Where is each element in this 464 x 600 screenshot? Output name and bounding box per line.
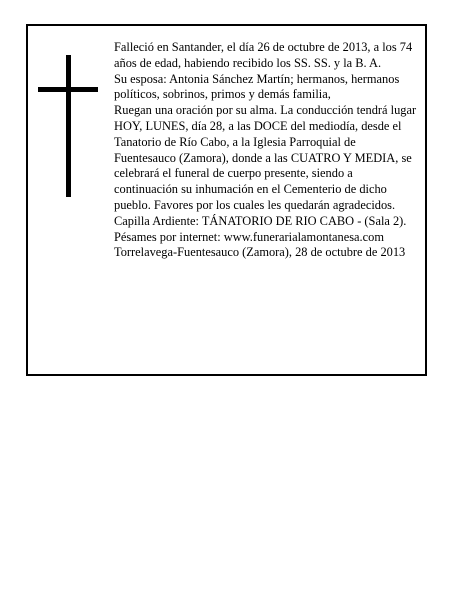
death-announcement: Falleció en Santander, el día 26 de octubre de 2013, a los 74 años de edad, habiendo recibido los SS. SS. y la B. A. (114, 40, 413, 70)
condolences-website: Pésames por internet: www.funerarialamontanesa.com (114, 229, 384, 244)
cross-icon (38, 55, 98, 197)
cross-vertical-bar (66, 55, 71, 197)
place-and-date: Torrelavega-Fuentesauco (Zamora), 28 de octubre de 2013 (114, 245, 406, 260)
obituary-notice (26, 24, 427, 376)
funeral-details: Ruegan una oración por su alma. La conducción tendrá lugar HOY, LUNES, día 28, a las DOCE del mediodía, desde el Tanatorio de Río Cabo, a la Iglesia Parroquial de Fuentesauco (Zamora), donde a las CUATRO Y MEDIA, se celebrará el funeral de cuerpo presente, siendo a continuación su inhumación en el Cementerio de dicho pueblo. Favores por los cuales les quedarán agradecidos. Capilla Ardiente: TÁNATORIO DE RIO CABO - (Sala 2). (114, 103, 417, 228)
family-list: Su esposa: Antonia Sánchez Martín; hermanos, hermanos políticos, sobrinos, primos y demás familia, (114, 71, 400, 102)
cross-horizontal-bar (38, 87, 98, 92)
obituary-text (114, 40, 419, 261)
